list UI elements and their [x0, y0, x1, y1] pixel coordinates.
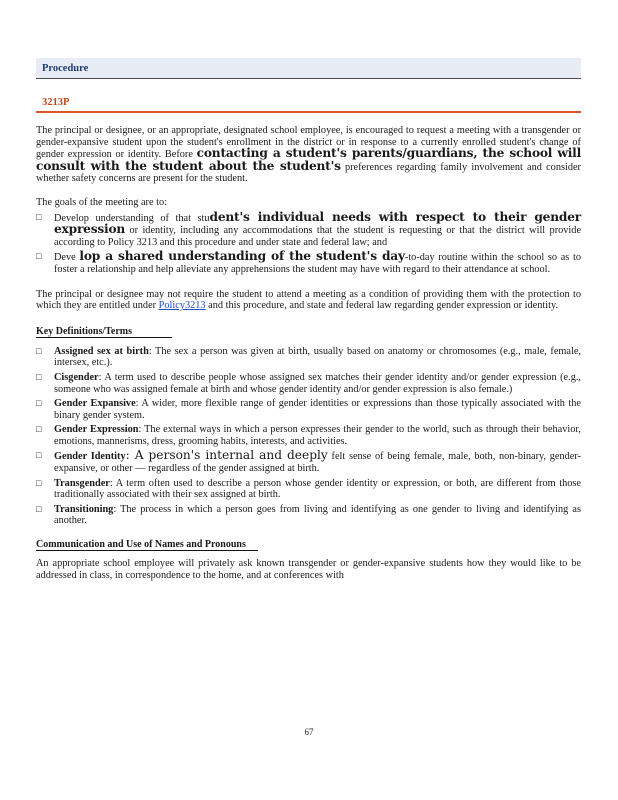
communication-heading [36, 539, 581, 551]
intro-text-3: preferences regarding family involvement and consider whether safety concerns are present for the student. [36, 161, 581, 185]
intro-text-2: contacting a student's parents/guardians, the school will consult with the student about the student's [36, 146, 582, 173]
definitions-list [36, 346, 581, 527]
bullet-icon: □ [36, 371, 42, 382]
list-item [36, 424, 581, 447]
definitions-heading-text: Key Definitions/Terms [36, 326, 172, 338]
procedure-header: Procedure [36, 58, 581, 79]
bullet-icon: □ [36, 503, 42, 514]
goals-lead: The goals of the meeting are to: [36, 196, 167, 208]
protection-text-1: The principal or designee may not require the student to attend a meeting as a condition of providing them with the protection to which they are entitled under [36, 288, 581, 312]
definition-term: Transgender [54, 477, 110, 489]
intro-text-1: The principal or designee, or an appropriate, designated school employee, is encouraged to request a meeting with a transgender or gender-expansive student upon the student's enrollment in the district or in response to a currently enrolled student's change of gender expression or identity. Before [36, 125, 581, 161]
list-item [36, 209, 582, 249]
definition-term: Transitioning [54, 503, 114, 515]
definition-text: : A term often used to describe a person whose gender identity or expression, or both, are different from those traditionally associated with their sex assigned at birth. [54, 477, 581, 501]
goal-1-a: Develop understanding of that stu [54, 212, 210, 224]
definition-term: Gender Expression [54, 424, 139, 436]
definition-text: : The external ways in which a person expresses their gender to the world, such as through their behavior, emotions, mannerisms, dress, grooming habits, interests, and activities. [54, 424, 581, 447]
definition-term: Assigned sex at birth [54, 345, 149, 357]
definition-text: : The process in which a person goes from living and identifying as one gender to living and identifying as another. [54, 503, 581, 527]
definition-text: : A wider, more flexible range of gender identities or expressions than those typically associated with the binary gender system. [54, 398, 581, 421]
list-item [36, 450, 581, 474]
list-item [36, 398, 581, 421]
definition-term: Gender Expansive [54, 398, 136, 410]
policy-link[interactable]: Policy3213 [158, 300, 206, 312]
closing-paragraph: An appropriate school employee will privately ask known transgender or gender-expansive students how they would like to be addressed in class, in correspondence to the home, and at conferences with [36, 558, 581, 581]
goals-list [36, 209, 582, 276]
list-item [36, 504, 581, 527]
procedure-code: 3213P [36, 97, 581, 113]
goal-1-c: or identity, including any accommodations that the student is requesting or that the district will provide according to Policy 3213 and this procedure and under state and federal law; and [54, 225, 582, 248]
bullet-icon: □ [36, 211, 42, 222]
list-item [36, 346, 581, 369]
list-item [36, 372, 581, 395]
goal-1-b: dent's individual needs with respect to their gender expression [54, 209, 581, 237]
goal-2-a: Deve [54, 252, 76, 264]
definitions-heading [36, 326, 581, 338]
definition-emphasis: : A person's internal and deeply [125, 448, 328, 463]
bullet-icon: □ [36, 424, 42, 435]
intro-paragraph [36, 125, 581, 185]
definition-text: : The sex a person was given at birth, usually based on anatomy or chromosomes (e.g., male, female, intersex, etc.). [54, 345, 581, 369]
bullet-icon: □ [36, 251, 42, 262]
goal-2-b: lop a shared understanding of the student's day [79, 249, 405, 264]
definition-term: Gender Identity [54, 451, 126, 463]
bullet-icon: □ [36, 398, 42, 409]
communication-heading-text: Communication and Use of Names and Pronouns [36, 539, 258, 551]
protection-text-2: and this procedure, and state and federal law regarding gender expression or identity. [208, 300, 559, 312]
list-item [36, 478, 581, 501]
list-item [36, 251, 581, 275]
page-number: 67 [304, 727, 314, 737]
bullet-icon: □ [36, 450, 42, 461]
goal-2-c: -to-day routine within the school so as to foster a relationship and help alleviate any apprehensions the student may have with regard to their attendance at school. [54, 252, 581, 275]
definition-term: Cisgender [54, 371, 99, 383]
definition-text: : A term used to describe people whose assigned sex matches their gender identity and/or gender expression (e.g., someone who was assigned female at birth and whose gender identity and/or gender expression is also female.) [54, 371, 581, 395]
document-page [36, 58, 581, 581]
bullet-icon: □ [36, 345, 42, 356]
definition-text: felt sense of being female, male, both, non-binary, gender-expansive, or other — regardless of the gender assigned at birth. [54, 451, 581, 475]
bullet-icon: □ [36, 477, 42, 488]
protection-paragraph [36, 289, 581, 312]
